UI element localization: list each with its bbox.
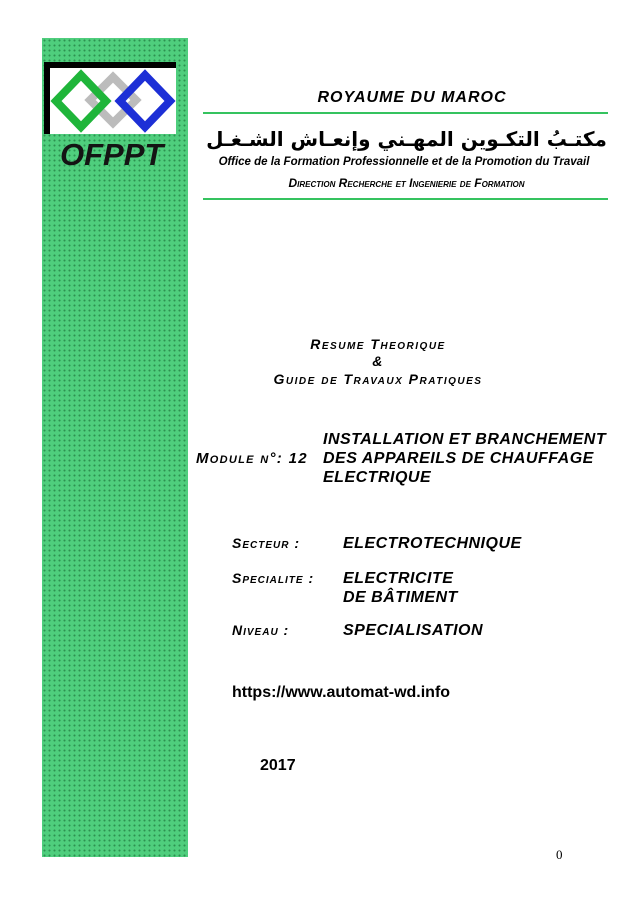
website-link[interactable]: https://www.automat-wd.info <box>232 684 451 701</box>
header-rule-top <box>203 112 608 114</box>
specialty-label: Specialite : <box>232 570 315 586</box>
module-number: Module n°: 12 <box>196 450 308 467</box>
interlocking-diamonds-icon <box>50 68 176 134</box>
document-type-ampersand: & <box>372 353 384 369</box>
module-title-line: ELECTRIQUE <box>323 469 432 486</box>
country-title: ROYAUME DU MAROC <box>317 89 507 106</box>
logo-text: OFPPT <box>60 137 164 172</box>
logo-green-diamond <box>56 75 106 127</box>
module-title <box>323 430 628 487</box>
page-number: 0 <box>556 847 563 862</box>
direction-name: Direction Recherche et Ingenierie de Formation <box>288 176 525 190</box>
specialty-value-line2: DE BÂTIMENT <box>343 589 458 606</box>
module-title-line: DES APPAREILS DE CHAUFFAGE <box>323 450 594 467</box>
module-title-line: INSTALLATION ET BRANCHEMENT <box>323 431 607 448</box>
specialty-value-line1: ELECTRICITE <box>343 570 454 587</box>
ofppt-logo <box>44 62 176 134</box>
logo-blue-diamond <box>120 75 170 127</box>
document-type-line1: Resume Theorique <box>310 336 446 352</box>
sector-value: ELECTROTECHNIQUE <box>343 535 522 552</box>
header-rule-bottom <box>203 198 608 200</box>
arabic-office-name: مكتـبُ التكـوين المهـني وإنعـاش الشـغـل <box>206 127 607 151</box>
year: 2017 <box>260 757 296 774</box>
sector-label: Secteur : <box>232 535 301 551</box>
office-name: Office de la Formation Professionnelle et de la Promotion du Travail <box>218 156 590 168</box>
document-type-line2: Guide de Travaux Pratiques <box>273 371 483 387</box>
level-label: Niveau : <box>232 622 290 638</box>
level-value: SPECIALISATION <box>343 622 484 639</box>
